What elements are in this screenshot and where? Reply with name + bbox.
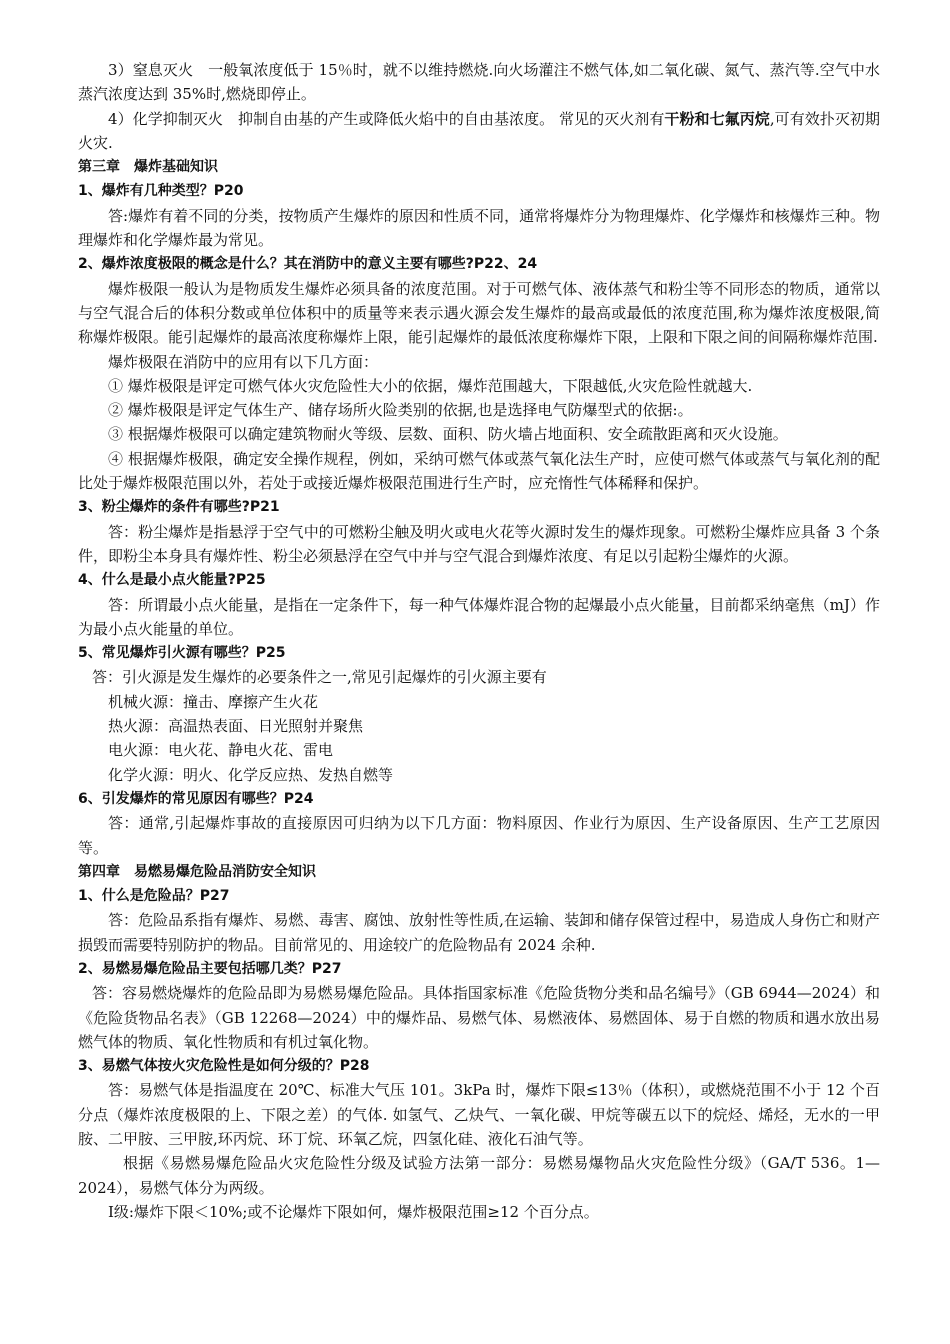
question-heading: 2、易燃易爆危险品主要包括哪几类？P27 xyxy=(78,960,342,977)
answer-paragraph: 答：危险品系指有爆炸、易燃、毒害、腐蚀、放射性等性质,在运输、装卸和储存保管过程中，易造成人身伤亡和财产损毁而需要特别防护的物品。目前常见的、用途较广的危险物品有 2024 余种. xyxy=(78,911,880,954)
answer-paragraph: 根据《易燃易爆危险品火灾危险性分级及试验方法第一部分：易燃易爆物品火灾危险性分级》（GA/T 536。1—2024），易燃气体分为两级。 xyxy=(78,1154,880,1197)
answer-paragraph: 答：通常,引起爆炸事故的直接原因可归纳为以下几方面：物料原因、作业行为原因、生产设备原因、生产工艺原因等。 xyxy=(78,814,880,857)
list-item: ④ 根据爆炸极限，确定安全操作规程，例如，采纳可燃气体或蒸气氧化法生产时，应使可燃气体或蒸气与氧化剂的配比处于爆炸极限范围以外，若处于或接近爆炸极限范围进行生产时，应充惰性气体稀释和保护。 xyxy=(78,449,880,493)
question-heading: 2、爆炸浓度极限的概念是什么？其在消防中的意义主要有哪些?P22、24 xyxy=(78,256,538,273)
paragraph-suffocation: 3）窒息灭火 一般氧浓度低于 15％时，就不以维持燃烧.向火场灌注不燃气体,如二氧化碳、氮气、蒸汽等.空气中水蒸汽浓度达到 35%时,燃烧即停止。 xyxy=(78,61,880,104)
question-heading: 4、什么是最小点火能量?P25 xyxy=(78,572,266,589)
paragraph-chemical-inhibition xyxy=(78,107,880,156)
text-run: 4）化学抑制灭火 抑制自由基的产生或降低火焰中的自由基浓度。 常见的灭火剂有 xyxy=(108,109,665,128)
answer-paragraph: 答：容易燃烧爆炸的危险品即为易燃易爆危险品。具体指国家标准《危险货物分类和品名编号》（GB 6944—2024）和《危险货物品名表》（GB 12268—2024）中的爆炸品、易燃气体、易燃液体、易燃固体、易于自燃的物质和遇水放出易燃气体的物质、氧化性物质和有机过氧化物。 xyxy=(78,984,880,1051)
answer-paragraph: 爆炸极限在消防中的应用有以下几方面： xyxy=(108,352,379,371)
list-item: 机械火源：撞击、摩擦产生火花 xyxy=(108,692,319,711)
text-run: ,可有效扑灭初期火灾. xyxy=(78,109,880,152)
question-heading: 3、易燃气体按火灾危险性是如何分级的？P28 xyxy=(78,1058,370,1075)
document-page xyxy=(78,58,880,1224)
list-item: 化学火源：明火、化学反应热、发热自燃等 xyxy=(108,765,394,784)
answer-paragraph: Ⅰ级:爆炸下限＜10%;或不论爆炸下限如何，爆炸极限范围≥12 个百分点。 xyxy=(108,1202,599,1221)
bold-text-extinguishers: 干粉和七氟丙烷 xyxy=(664,109,770,128)
answer-paragraph: 答：易燃气体是指温度在 20℃、标准大气压 101。3kPa 时，爆炸下限≤13％（体积），或燃烧范围不小于 12 个百分点（爆炸浓度极限的上、下限之差）的气体. 如氢气、乙炔气、一氧化碳、甲烷等碳五以下的烷烃、烯烃，无水的一甲胺、二甲胺、三甲胺,环丙烷、环丁烷、环氧乙烷，四氢化硅、液化石油气等。 xyxy=(78,1081,880,1149)
list-item: ② 爆炸极限是评定气体生产、储存场所火险类别的依据,也是选择电气防爆型式的依据:。 xyxy=(108,401,693,420)
question-heading: 1、爆炸有几种类型？P20 xyxy=(78,183,244,200)
list-item: 电火源：电火花、静电火花、雷电 xyxy=(108,741,334,760)
question-heading: 1、什么是危险品？P27 xyxy=(78,888,230,905)
answer-paragraph: 答：所谓最小点火能量，是指在一定条件下，每一种气体爆炸混合物的起爆最小点火能量，目前都采纳毫焦（mJ）作为最小点火能量的单位。 xyxy=(78,595,880,638)
list-item: 热火源：高温热表面、日光照射并聚焦 xyxy=(108,717,364,736)
answer-paragraph: 爆炸极限一般认为是物质发生爆炸必须具备的浓度范围。对于可燃气体、液体蒸气和粉尘等不同形态的物质，通常以与空气混合后的体积分数或单位体积中的质量等来表示遇火源会发生爆炸的最高或最低的浓度范围,称为爆炸浓度极限,简称爆炸极限。能引起爆炸的最高浓度称爆炸上限，能引起爆炸的最低浓度称爆炸下限，上限和下限之间的间隔称爆炸范围. xyxy=(78,279,880,347)
chapter-4-heading: 第四章 易燃易爆危险品消防安全知识 xyxy=(78,863,316,880)
answer-paragraph: 答:爆炸有着不同的分类，按物质产生爆炸的原因和性质不同，通常将爆炸分为物理爆炸、化学爆炸和核爆炸三种。物理爆炸和化学爆炸最为常见。 xyxy=(78,206,880,250)
question-heading: 5、常见爆炸引火源有哪些？P25 xyxy=(78,645,286,662)
question-heading: 6、引发爆炸的常见原因有哪些？P24 xyxy=(78,790,314,807)
chapter-3-heading: 第三章 爆炸基础知识 xyxy=(78,159,218,176)
question-heading: 3、粉尘爆炸的条件有哪些?P21 xyxy=(78,499,280,516)
answer-paragraph: 答：引火源是发生爆炸的必要条件之一,常见引起爆炸的引火源主要有 xyxy=(92,668,547,687)
list-item: ① 爆炸极限是评定可燃气体火灾危险性大小的依据，爆炸范围越大，下限越低,火灾危险性就越大. xyxy=(108,376,753,395)
answer-paragraph: 答：粉尘爆炸是指悬浮于空气中的可燃粉尘触及明火或电火花等火源时发生的爆炸现象。可燃粉尘爆炸应具备 3 个条件，即粉尘本身具有爆炸性、粉尘必须悬浮在空气中并与空气混合到爆炸浓度、有足以引起粉尘爆炸的火源。 xyxy=(78,522,880,565)
list-item: ③ 根据爆炸极限可以确定建筑物耐火等级、层数、面积、防火墙占地面积、安全疏散距离和灭火设施。 xyxy=(108,425,788,444)
